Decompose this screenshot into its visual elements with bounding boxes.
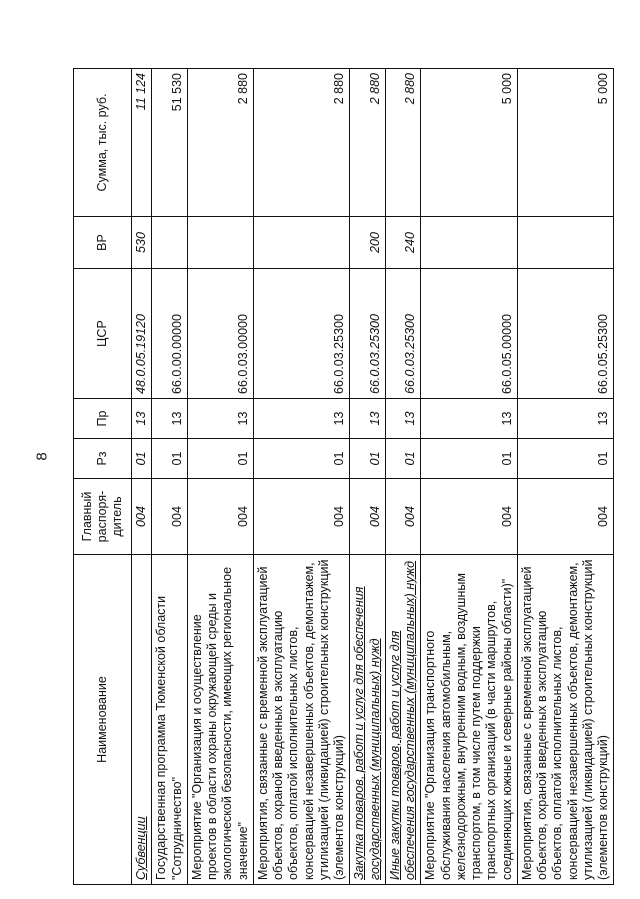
cell-csr: 66.0.00.00000 [152,269,188,399]
cell-csr: 66.0.05.25300 [517,269,614,399]
header-rz: Рз [74,439,132,479]
cell-sum: 5 000 [421,69,518,217]
cell-pr: 13 [152,399,188,439]
cell-name: Мероприятия, связанные с временной эксплуатацией объектов, охраной введенных в эксплуатацию объектов, оплатой исполнительных листов, консервацией незавершенных объектов, демонтажем, утилизацией (ликвидацией) строительных конструкций (элементов конструкций) [253,555,350,885]
cell-rz: 01 [152,439,188,479]
cell-manager: 004 [152,479,188,555]
cell-rz: 01 [385,439,421,479]
cell-vr [253,217,350,269]
cell-rz: 01 [421,439,518,479]
cell-vr: 530 [132,217,152,269]
table-row [132,69,152,885]
cell-name: Мероприятие "Организация и осуществление проектов в области охраны окружающей среды и экологической безопасности, имеющих региональное значение" [187,555,253,885]
cell-vr [421,217,518,269]
cell-pr: 13 [132,399,152,439]
cell-csr: 66.0.05.00000 [421,269,518,399]
cell-name: Государственная программа Тюменской области "Сотрудничество" [152,555,188,885]
cell-pr: 13 [350,399,386,439]
cell-rz: 01 [517,439,614,479]
table-row [517,69,614,885]
table-row [253,69,350,885]
cell-manager: 004 [517,479,614,555]
cell-manager: 004 [421,479,518,555]
table-row [350,69,386,885]
cell-pr: 13 [253,399,350,439]
cell-sum: 2 880 [385,69,421,217]
cell-manager: 004 [187,479,253,555]
cell-manager: 004 [132,479,152,555]
cell-sum: 11 124 [132,69,152,217]
cell-csr: 66.0.03.25300 [253,269,350,399]
header-manager: Главный распоря-дитель [74,479,132,555]
cell-pr: 13 [517,399,614,439]
cell-name: Субвенции [132,555,152,885]
table-row [385,69,421,885]
cell-rz: 01 [350,439,386,479]
cell-sum: 51 530 [152,69,188,217]
cell-pr: 13 [385,399,421,439]
budget-table [73,68,614,885]
cell-rz: 01 [187,439,253,479]
header-name: Наименование [74,555,132,885]
table-body [132,69,614,885]
cell-sum: 2 880 [187,69,253,217]
cell-sum: 2 880 [350,69,386,217]
header-csr: ЦСР [74,269,132,399]
cell-manager: 004 [253,479,350,555]
table-row [152,69,188,885]
header-sum: Сумма, тыс. руб. [74,69,132,217]
cell-name: Закупка товаров, работ и услуг для обеспечения государственных (муниципальных) нужд [350,555,386,885]
cell-csr: 66.0.03.25300 [350,269,386,399]
cell-csr: 66.0.03.25300 [385,269,421,399]
cell-rz: 01 [253,439,350,479]
table-row [421,69,518,885]
cell-pr: 13 [187,399,253,439]
cell-vr [152,217,188,269]
header-pr: Пр [74,399,132,439]
page-number: 8 [33,452,51,461]
table-row [187,69,253,885]
cell-vr [187,217,253,269]
cell-manager: 004 [385,479,421,555]
cell-pr: 13 [421,399,518,439]
cell-name: Иные закупки товаров, работ и услуг для обеспечения государственных (муниципальных) нужд [385,555,421,885]
table-header-row [74,69,132,885]
cell-manager: 004 [350,479,386,555]
cell-csr: 48.0.05.19120 [132,269,152,399]
header-vr: ВР [74,217,132,269]
budget-table-wrapper [73,69,610,885]
cell-rz: 01 [132,439,152,479]
cell-vr [517,217,614,269]
cell-vr: 200 [350,217,386,269]
cell-csr: 66.0.03.00000 [187,269,253,399]
cell-sum: 5 000 [517,69,614,217]
cell-vr: 240 [385,217,421,269]
cell-name: Мероприятие "Организация транспортного обслуживания населения автомобильным, железнодорожным, внутренним водным, воздушным транспортом, в том числе путем поддержки транспортных организаций (в части маршрутов, соединяющих южные и северные районы области)" [421,555,518,885]
cell-sum: 2 880 [253,69,350,217]
cell-name: Мероприятия, связанные с временной эксплуатацией объектов, охраной введенных в эксплуатацию объектов, оплатой исполнительных листов, консервацией незавершенных объектов, демонтажем, утилизацией (ликвидацией) строительных конструкций (элементов конструкций) [517,555,614,885]
